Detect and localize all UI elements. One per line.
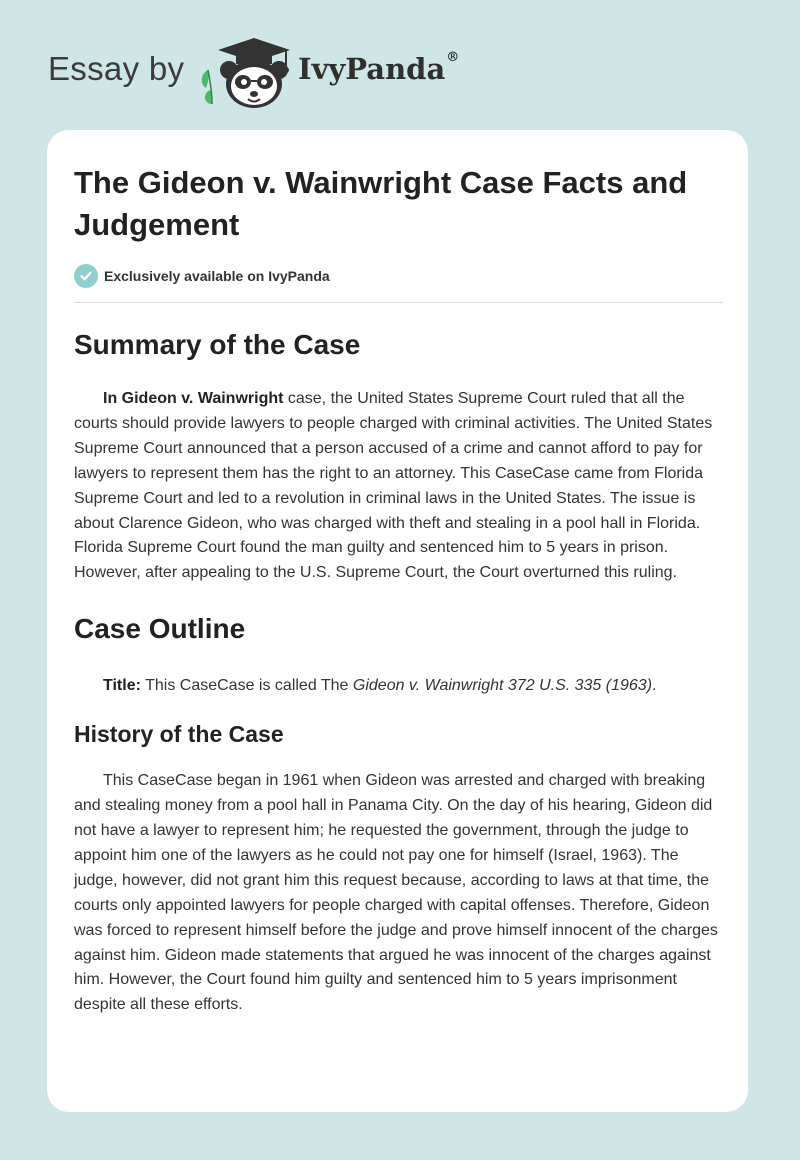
section-heading-summary: Summary of the Case [74, 329, 361, 360]
summary-paragraph [74, 387, 724, 586]
outline-end: . [652, 677, 657, 695]
essay-title: The Gideon v. Wainwright Case Facts and Judgement [74, 165, 688, 242]
outline-paragraph [74, 674, 724, 699]
outline-text: This CaseCase is called The [140, 677, 353, 695]
trademark-symbol: ® [446, 50, 460, 65]
brand-name[interactable]: IvyPanda® [298, 50, 460, 86]
exclusive-label: Exclusively available on IvyPanda [104, 268, 330, 284]
summary-lead-bold: In Gideon v. Wainwright [103, 390, 284, 407]
title-divider [74, 302, 723, 303]
exclusive-notice [74, 262, 724, 290]
section-heading-outline: Case Outline [74, 613, 246, 645]
outline-title-label: Title: [103, 677, 141, 695]
outline-case-citation: Gideon v. Wainwright 372 U.S. 335 (1963) [352, 677, 653, 695]
essay-content [74, 162, 724, 1018]
site-header [48, 34, 508, 114]
history-paragraph: This CaseCase began in 1961 when Gideon was arrested and charged with breaking and stealing money from a pool hall in Panama City. On the day of his hearing, Gideon did not have a lawyer to represent him; he requested the government, through the judge to appoint him one of the lawyers as he could not pay one for himself (Israel, 1963). The judge, however, did not grant him this request because, according to laws at that time, the courts only appointed lawyers for people charged with capital offenses. Therefore, Gideon was forced to represent himself before the judge and prove himself innocent of the charges against him. Gideon made statements that argued he was innocent of the charges against him. However, the Court found him guilty and sentenced him to 5 years imprisonment despite all these efforts. [74, 772, 718, 1014]
section-heading-history: History of the Case [74, 721, 284, 748]
check-circle-icon [74, 264, 98, 288]
summary-body: case, the United States Supreme Court ruled that all the courts should provide lawyers to people charged with criminal activities. The United States Supreme Court announced that a person accused of a crime and cannot afford to pay for lawyers to represent them has the right to an attorney. This CaseCase came from Florida Supreme Court and led to a revolution in criminal laws in the United States. The issue is about Clarence Gideon, who was charged with theft and stealing in a pool hall in Florida. Florida Supreme Court found the man guilty and sentenced him to 5 years in prison. However, after appealing to the U.S. Supreme Court, the Court overturned this ruling. [74, 390, 713, 582]
essay-card [47, 130, 748, 1112]
ivy-leaf-icon [202, 70, 212, 104]
panda-graduate-icon[interactable] [198, 34, 294, 110]
brand-prefix: Essay by [48, 50, 185, 87]
